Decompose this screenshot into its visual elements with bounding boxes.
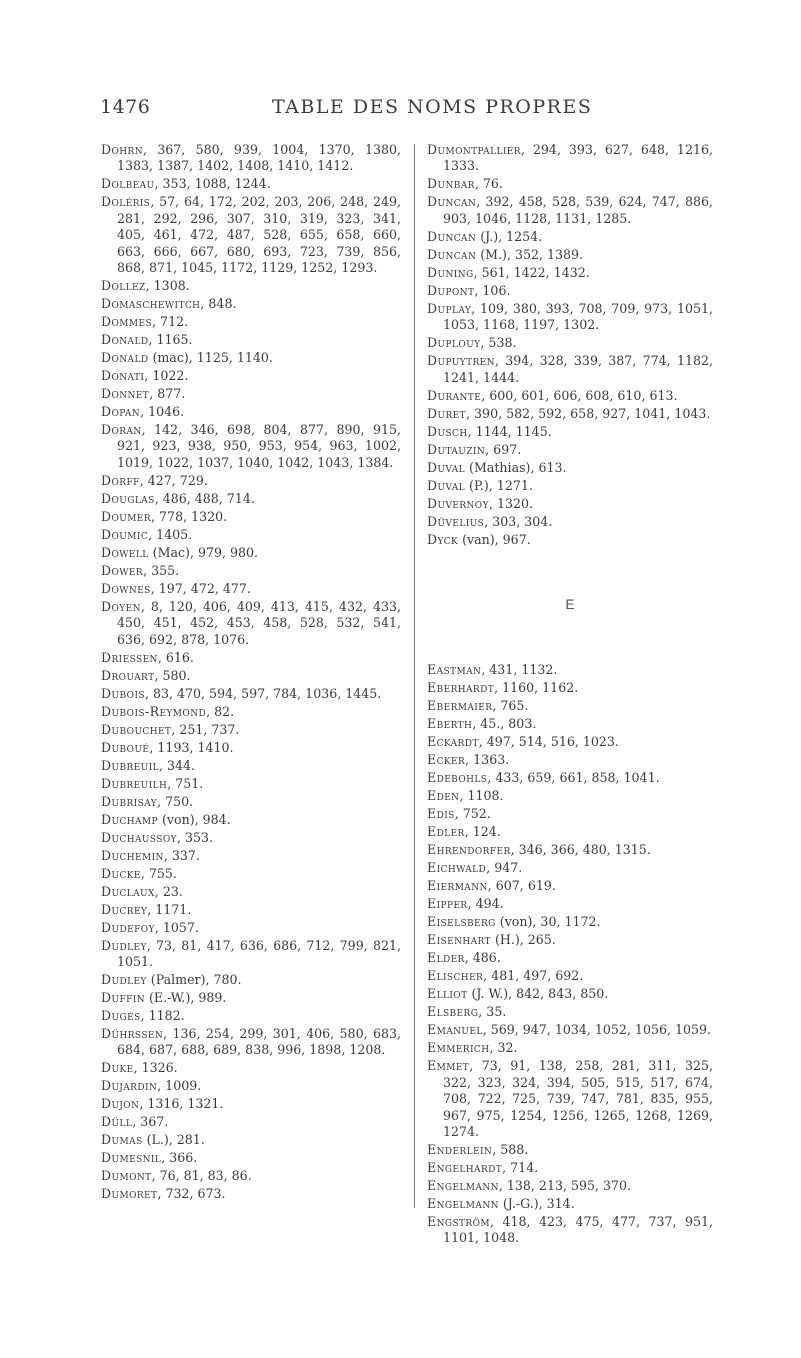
entry-name: Dumesnil bbox=[101, 1150, 162, 1166]
entry-name: Dubois-Reymond bbox=[101, 703, 207, 719]
entry-refs: , 106. bbox=[474, 282, 511, 298]
entry-refs: , 367, 580, 939, 1004, 1370, 1380, 1383, 1387, 1402, 1408, 1410, 1412. bbox=[117, 142, 401, 174]
entry-refs: , 23. bbox=[154, 883, 183, 899]
entry-name: Duchemin bbox=[101, 847, 164, 863]
entry-name: Donati bbox=[101, 368, 145, 384]
index-entry bbox=[101, 938, 401, 971]
entry-refs: (van), 967. bbox=[458, 531, 531, 547]
entry-refs: , 1160, 1162. bbox=[494, 680, 579, 696]
entry-name: Emmerich bbox=[427, 1040, 490, 1056]
entry-refs: , 877. bbox=[149, 386, 186, 402]
column-divider bbox=[414, 144, 415, 1208]
entry-refs: , 1022. bbox=[144, 368, 189, 384]
index-entry bbox=[427, 532, 713, 548]
entry-refs: , 497, 514, 516, 1023. bbox=[478, 734, 619, 750]
entry-refs: , 848. bbox=[200, 296, 237, 312]
index-entry bbox=[101, 1186, 401, 1202]
index-entry bbox=[427, 1022, 713, 1038]
index-entry bbox=[427, 335, 713, 351]
entry-refs: , 73, 81, 417, 636, 686, 712, 799, 821, 1051. bbox=[117, 937, 401, 970]
entry-refs: (E.-W.), 989. bbox=[145, 990, 227, 1006]
index-entry bbox=[427, 662, 713, 678]
index-entry bbox=[101, 758, 401, 774]
page-number: 1476 bbox=[100, 96, 151, 118]
index-entry bbox=[101, 142, 401, 175]
entry-name: Donnet bbox=[101, 386, 150, 402]
entry-refs: , 1363. bbox=[465, 752, 510, 768]
entry-refs: , 712. bbox=[152, 314, 189, 330]
index-entry bbox=[101, 368, 401, 384]
index-entry bbox=[427, 514, 713, 530]
entry-name: Durante bbox=[427, 387, 482, 403]
entry-refs: , 1165. bbox=[148, 332, 193, 348]
entry-refs: , 1320. bbox=[488, 495, 533, 511]
entry-name: Eden bbox=[427, 788, 460, 804]
entry-refs: , 394, 328, 339, 387, 774, 1182, 1241, 1444. bbox=[443, 353, 713, 385]
entry-refs: , 73, 91, 138, 258, 281, 311, 325, 322, 323, 324, 394, 505, 515, 517, 674, 708, 722, 725, 739, 747, 781, 835, 955, 967, 975, 1254, 1256, 1265, 1268, 1269, 1274. bbox=[443, 1058, 713, 1140]
index-entry bbox=[427, 478, 713, 494]
index-entry bbox=[427, 142, 713, 175]
index-entry bbox=[101, 278, 401, 294]
entry-refs: , 8, 120, 406, 409, 413, 415, 432, 433, 450, 451, 452, 453, 458, 528, 532, 541, 636, 692, 878, 1076. bbox=[117, 598, 401, 647]
index-entry bbox=[101, 884, 401, 900]
entry-name: Dowell bbox=[101, 544, 149, 560]
entry-refs: , 1108. bbox=[459, 788, 504, 804]
entry-name: Eipper bbox=[427, 896, 468, 912]
index-entry bbox=[101, 1060, 401, 1076]
entry-refs: , 367. bbox=[132, 1114, 169, 1130]
entry-name: Dunbar bbox=[427, 176, 475, 192]
entry-refs: , 607, 619. bbox=[487, 878, 556, 894]
index-entry bbox=[427, 716, 713, 732]
index-entry bbox=[427, 770, 713, 786]
entry-refs: , 1326. bbox=[133, 1060, 178, 1076]
e-entries bbox=[427, 662, 713, 1246]
entry-name: Doyen bbox=[101, 598, 141, 614]
entry-refs: , 45., 803. bbox=[472, 716, 537, 732]
entry-refs: , 337. bbox=[163, 847, 200, 863]
entry-name: Engelhardt bbox=[427, 1160, 503, 1176]
entry-name: Donald bbox=[101, 350, 149, 366]
entry-refs: , 714. bbox=[502, 1160, 539, 1176]
entry-refs: , 580. bbox=[154, 667, 191, 683]
entry-name: Eastman bbox=[427, 662, 482, 678]
index-entry bbox=[101, 176, 401, 192]
entry-refs: , 346, 366, 480, 1315. bbox=[510, 842, 651, 858]
index-entry bbox=[101, 296, 401, 312]
section-letter-e: E bbox=[565, 596, 575, 613]
entry-name: Engelmann bbox=[427, 1196, 499, 1212]
index-entry bbox=[427, 986, 713, 1002]
entry-refs: , 418, 423, 475, 477, 737, 951, 1101, 1048. bbox=[443, 1214, 713, 1246]
index-entry bbox=[101, 1026, 401, 1059]
index-entry bbox=[101, 599, 401, 648]
entry-name: Edis bbox=[427, 806, 455, 822]
entry-name: Dugés bbox=[101, 1008, 141, 1024]
entry-name: Donald bbox=[101, 332, 149, 348]
index-entry bbox=[101, 1008, 401, 1024]
entry-refs: , 1193, 1410. bbox=[149, 739, 234, 755]
entry-name: Elder bbox=[427, 950, 465, 966]
entry-name: Dubouchet bbox=[101, 721, 172, 737]
entry-name: Ducrey bbox=[101, 901, 148, 917]
entry-name: Duning bbox=[427, 264, 474, 280]
entry-refs: , 1046. bbox=[140, 404, 185, 420]
index-entry bbox=[427, 1196, 713, 1212]
index-entry bbox=[101, 668, 401, 684]
index-entry bbox=[101, 866, 401, 882]
entry-refs: , 588. bbox=[492, 1142, 529, 1158]
entry-refs: , 486, 488, 714. bbox=[154, 490, 255, 506]
entry-refs: , 765. bbox=[492, 698, 529, 714]
entry-name: Emmet bbox=[427, 1058, 470, 1074]
index-entry bbox=[427, 176, 713, 192]
entry-refs: , 697. bbox=[485, 441, 522, 457]
entry-refs: , 353, 1088, 1244. bbox=[154, 176, 271, 192]
index-entry bbox=[101, 1168, 401, 1184]
index-entry bbox=[427, 806, 713, 822]
entry-refs: (Mathias), 613. bbox=[465, 459, 567, 475]
index-entry bbox=[101, 491, 401, 507]
entry-name: Edler bbox=[427, 824, 465, 840]
entry-refs: , 1308. bbox=[145, 278, 190, 294]
index-entry bbox=[101, 902, 401, 918]
entry-refs: (mac), 1125, 1140. bbox=[148, 350, 273, 366]
entry-refs: , 427, 729. bbox=[139, 472, 208, 488]
index-entry bbox=[427, 353, 713, 386]
entry-name: Drouart bbox=[101, 667, 155, 683]
index-entry bbox=[427, 788, 713, 804]
index-entry bbox=[101, 509, 401, 525]
entry-name: Dudley bbox=[101, 972, 147, 988]
entry-name: Dorff bbox=[101, 472, 140, 488]
entry-name: Duffin bbox=[101, 990, 146, 1006]
entry-refs: , 109, 380, 393, 708, 709, 973, 1051, 1053, 1168, 1197, 1302. bbox=[443, 300, 713, 333]
entry-refs: , 294, 393, 627, 648, 1216, 1333. bbox=[443, 142, 713, 174]
entry-name: Duboué bbox=[101, 739, 150, 755]
entry-name: Duke bbox=[101, 1060, 134, 1076]
entry-refs: , 76, 81, 83, 86. bbox=[151, 1168, 252, 1184]
entry-refs: , 366. bbox=[161, 1150, 198, 1166]
index-entry bbox=[101, 1150, 401, 1166]
index-entry bbox=[427, 496, 713, 512]
index-entry bbox=[427, 1214, 713, 1247]
index-entry bbox=[101, 545, 401, 561]
entry-refs: (von), 30, 1172. bbox=[495, 914, 601, 930]
index-entry bbox=[427, 265, 713, 281]
entry-refs: , 750. bbox=[157, 793, 194, 809]
entry-name: Dupuytren bbox=[427, 353, 495, 369]
index-entry bbox=[427, 824, 713, 840]
index-entry bbox=[427, 1040, 713, 1056]
entry-name: Dujon bbox=[101, 1096, 140, 1112]
entry-name: Engström bbox=[427, 1214, 490, 1230]
entry-name: Dusch bbox=[427, 423, 468, 439]
index-entry bbox=[427, 194, 713, 227]
entry-name: Duncan bbox=[427, 228, 477, 244]
index-entry bbox=[101, 563, 401, 579]
index-entry bbox=[427, 406, 713, 422]
entry-name: Eichwald bbox=[427, 860, 487, 876]
index-entry bbox=[101, 527, 401, 543]
index-entry bbox=[101, 404, 401, 420]
entry-name: Ebermaier bbox=[427, 698, 493, 714]
entry-refs: , 1405. bbox=[148, 526, 193, 542]
entry-name: Dutauzin bbox=[427, 441, 486, 457]
index-entry bbox=[427, 878, 713, 894]
index-entry bbox=[427, 752, 713, 768]
index-entry bbox=[101, 650, 401, 666]
entry-name: Duvernoy bbox=[427, 495, 489, 511]
entry-refs: , 778, 1320. bbox=[151, 508, 228, 524]
index-entry bbox=[427, 860, 713, 876]
entry-name: Duncan bbox=[427, 194, 477, 210]
index-entry bbox=[101, 794, 401, 810]
entry-refs: , 83, 470, 594, 597, 784, 1036, 1445. bbox=[144, 685, 382, 701]
index-entry bbox=[101, 740, 401, 756]
index-entry bbox=[427, 229, 713, 245]
index-entry bbox=[101, 194, 401, 276]
entry-refs: , 344. bbox=[158, 757, 196, 773]
entry-name: Edebohls bbox=[427, 770, 488, 786]
index-entry bbox=[427, 914, 713, 930]
index-entry bbox=[101, 332, 401, 348]
entry-name: Emanuel bbox=[427, 1022, 483, 1038]
entry-refs: , 32. bbox=[489, 1040, 518, 1056]
index-entry bbox=[101, 314, 401, 330]
entry-name: Dyck bbox=[427, 531, 459, 547]
entry-refs: (L.), 281. bbox=[142, 1132, 205, 1148]
entry-refs: , 751. bbox=[167, 775, 204, 791]
index-entry bbox=[101, 990, 401, 1006]
entry-refs: , 57, 64, 172, 202, 203, 206, 248, 249, 281, 292, 296, 307, 310, 319, 323, 341, 405, 461, 472, 487, 528, 655, 658, 660, 663, 666, 667, 680, 693, 723, 739, 856, 868, 871, 1045, 1172, 1129, 1252, 1293. bbox=[117, 194, 401, 276]
entry-name: Duplouy bbox=[427, 335, 481, 351]
entry-refs: , 82. bbox=[206, 703, 235, 719]
entry-name: Eckardt bbox=[427, 734, 479, 750]
entry-refs: , 752. bbox=[454, 806, 491, 822]
entry-name: Dupont bbox=[427, 282, 475, 298]
index-entry bbox=[101, 1078, 401, 1094]
entry-refs: , 947. bbox=[486, 860, 523, 876]
index-entry bbox=[427, 1058, 713, 1140]
entry-refs: , 1009. bbox=[157, 1078, 202, 1094]
entry-name: Douglas bbox=[101, 490, 155, 506]
entry-name: Elliot bbox=[427, 986, 468, 1002]
index-entry bbox=[427, 932, 713, 948]
entry-name: Dohrn bbox=[101, 142, 143, 157]
index-entry bbox=[101, 776, 401, 792]
entry-name: Dollez bbox=[101, 278, 146, 294]
entry-name: Düll bbox=[101, 1114, 133, 1130]
entry-name: Ducke bbox=[101, 865, 141, 881]
index-entry bbox=[427, 247, 713, 263]
entry-refs: (P.), 1271. bbox=[465, 477, 533, 493]
index-entry bbox=[427, 1142, 713, 1158]
entry-refs: (J.-G.), 314. bbox=[498, 1196, 575, 1212]
entry-refs: , 1057. bbox=[154, 919, 199, 935]
entry-name: Elischer bbox=[427, 968, 484, 984]
index-entry bbox=[427, 460, 713, 476]
entry-name: Enderlein bbox=[427, 1142, 493, 1158]
entry-name: Driessen bbox=[101, 649, 158, 665]
entry-refs: , 124. bbox=[464, 824, 501, 840]
index-entry bbox=[101, 1096, 401, 1112]
entry-name: Duval bbox=[427, 459, 466, 475]
entry-name: Duplay bbox=[427, 300, 472, 316]
index-entry bbox=[427, 896, 713, 912]
index-entry bbox=[101, 812, 401, 828]
entry-refs: , 431, 1132. bbox=[481, 662, 558, 678]
entry-name: Eberhardt bbox=[427, 680, 495, 696]
entry-name: Duval bbox=[427, 477, 466, 493]
entry-name: Eisenhart bbox=[427, 932, 491, 948]
index-entry bbox=[427, 424, 713, 440]
entry-name: Eberth bbox=[427, 716, 473, 732]
index-entry bbox=[427, 442, 713, 458]
entry-refs: , 197, 472, 477. bbox=[150, 580, 251, 596]
entry-name: Ecker bbox=[427, 752, 466, 768]
entry-name: Dudley bbox=[101, 937, 147, 953]
entry-name: Dujardin bbox=[101, 1078, 158, 1094]
entry-refs: , 616. bbox=[157, 649, 194, 665]
entry-refs: , 355. bbox=[143, 562, 180, 578]
entry-name: Dudefoy bbox=[101, 919, 155, 935]
entry-name: Duchaussoy bbox=[101, 829, 177, 845]
entry-refs: (M.), 352, 1389. bbox=[476, 246, 584, 262]
index-entry bbox=[101, 830, 401, 846]
index-entry bbox=[101, 386, 401, 402]
entry-name: Dumontpallier bbox=[427, 142, 521, 157]
index-entry bbox=[101, 686, 401, 702]
entry-name: Dommes bbox=[101, 314, 153, 330]
entry-name: Dumas bbox=[101, 1132, 143, 1148]
entry-refs: , 481, 497, 692. bbox=[483, 968, 584, 984]
entry-refs: (Mac), 979, 980. bbox=[148, 544, 259, 560]
right-column bbox=[427, 142, 713, 1248]
entry-name: Dopan bbox=[101, 404, 141, 420]
entry-refs: , 136, 254, 299, 301, 406, 580, 683, 684, 687, 688, 689, 838, 996, 1898, 1208. bbox=[117, 1026, 401, 1058]
entry-name: Duret bbox=[427, 405, 467, 421]
entry-name: Duclaux bbox=[101, 883, 155, 899]
entry-name: Dumont bbox=[101, 1168, 152, 1184]
index-entry bbox=[101, 972, 401, 988]
entry-refs: , 1316, 1321. bbox=[139, 1096, 224, 1112]
entry-refs: , 538. bbox=[480, 335, 517, 351]
entry-refs: , 353. bbox=[177, 829, 214, 845]
running-title: TABLE DES NOMS PROPRES bbox=[272, 96, 593, 118]
index-entry bbox=[427, 283, 713, 299]
entry-name: Dubois bbox=[101, 685, 145, 701]
entry-refs: , 76. bbox=[474, 176, 503, 192]
left-column bbox=[101, 142, 401, 1204]
entry-refs: , 433, 659, 661, 858, 1041. bbox=[487, 770, 660, 786]
entry-name: Doran bbox=[101, 422, 142, 438]
index-entry bbox=[427, 950, 713, 966]
index-entry bbox=[101, 848, 401, 864]
entry-name: Elsberg bbox=[427, 1004, 479, 1020]
index-entry bbox=[427, 842, 713, 858]
index-entry bbox=[427, 968, 713, 984]
entry-name: Dumoret bbox=[101, 1186, 158, 1202]
entry-name: Eiermann bbox=[427, 878, 488, 894]
entry-refs: , 494. bbox=[467, 896, 504, 912]
index-entry bbox=[101, 722, 401, 738]
entry-name: Doumic bbox=[101, 526, 149, 542]
index-entry bbox=[427, 388, 713, 404]
entry-name: Duchamp bbox=[101, 811, 158, 827]
entry-refs: , 1171. bbox=[147, 901, 192, 917]
entry-name: Dubreuilh bbox=[101, 775, 168, 791]
index-entry bbox=[101, 581, 401, 597]
index-entry bbox=[101, 920, 401, 936]
index-entry bbox=[101, 1132, 401, 1148]
entry-refs: (H.), 265. bbox=[490, 932, 556, 948]
index-entry bbox=[427, 698, 713, 714]
entry-refs: , 1144, 1145. bbox=[467, 423, 552, 439]
entry-name: Doléris bbox=[101, 194, 151, 210]
index-entry bbox=[101, 704, 401, 720]
entry-name: Düvelius bbox=[427, 513, 485, 529]
entry-refs: , 392, 458, 528, 539, 624, 747, 886, 903, 1046, 1128, 1131, 1285. bbox=[443, 194, 713, 226]
entry-refs: , 755. bbox=[140, 865, 177, 881]
index-entry bbox=[101, 350, 401, 366]
entry-name: Engelmann bbox=[427, 1178, 499, 1194]
entry-refs: , 303, 304. bbox=[484, 513, 553, 529]
index-entry bbox=[427, 301, 713, 334]
entry-name: Downes bbox=[101, 580, 151, 596]
index-entry bbox=[427, 1004, 713, 1020]
entry-name: Dolbeau bbox=[101, 176, 155, 192]
entry-refs: , 390, 582, 592, 658, 927, 1041, 1043. bbox=[466, 405, 711, 421]
index-entry bbox=[101, 1114, 401, 1130]
entry-refs: , 1182. bbox=[140, 1008, 185, 1024]
entry-refs: , 138, 213, 595, 370. bbox=[498, 1178, 632, 1194]
entry-name: Duncan bbox=[427, 246, 477, 262]
entry-name: Dower bbox=[101, 562, 144, 578]
index-entry bbox=[101, 473, 401, 489]
entry-refs: , 569, 947, 1034, 1052, 1056, 1059. bbox=[482, 1022, 712, 1038]
index-entry bbox=[427, 1178, 713, 1194]
page-header bbox=[0, 96, 801, 120]
entry-name: Dührssen bbox=[101, 1026, 164, 1042]
index-entry bbox=[427, 1160, 713, 1176]
entry-name: Dubrisay bbox=[101, 793, 158, 809]
entry-name: Eiselsberg bbox=[427, 914, 496, 930]
entry-refs: , 251, 737. bbox=[171, 721, 240, 737]
entry-refs: (Palmer), 780. bbox=[146, 972, 242, 988]
entry-refs: , 732, 673. bbox=[157, 1186, 226, 1202]
entry-name: Dubreuil bbox=[101, 757, 159, 773]
entry-refs: , 600, 601, 606, 608, 610, 613. bbox=[481, 387, 678, 403]
index-entry bbox=[427, 680, 713, 696]
entry-refs: (J. W.), 842, 843, 850. bbox=[467, 986, 609, 1002]
index-entry bbox=[101, 422, 401, 471]
entry-refs: , 486. bbox=[464, 950, 501, 966]
entry-refs: , 561, 1422, 1432. bbox=[473, 264, 590, 280]
index-entry bbox=[427, 734, 713, 750]
entry-refs: , 142, 346, 698, 804, 877, 890, 915, 921, 923, 938, 950, 953, 954, 963, 1002, 1019, 1022, 1037, 1040, 1042, 1043, 1384. bbox=[117, 422, 401, 470]
entry-refs: (J.), 1254. bbox=[476, 228, 543, 244]
d-entries bbox=[427, 142, 713, 548]
entry-name: Domaschewitch bbox=[101, 296, 201, 312]
entry-name: Doumer bbox=[101, 508, 152, 524]
entry-name: Ehrendorfer bbox=[427, 842, 511, 858]
entry-refs: (von), 984. bbox=[158, 811, 231, 827]
entry-refs: , 35. bbox=[478, 1004, 507, 1020]
